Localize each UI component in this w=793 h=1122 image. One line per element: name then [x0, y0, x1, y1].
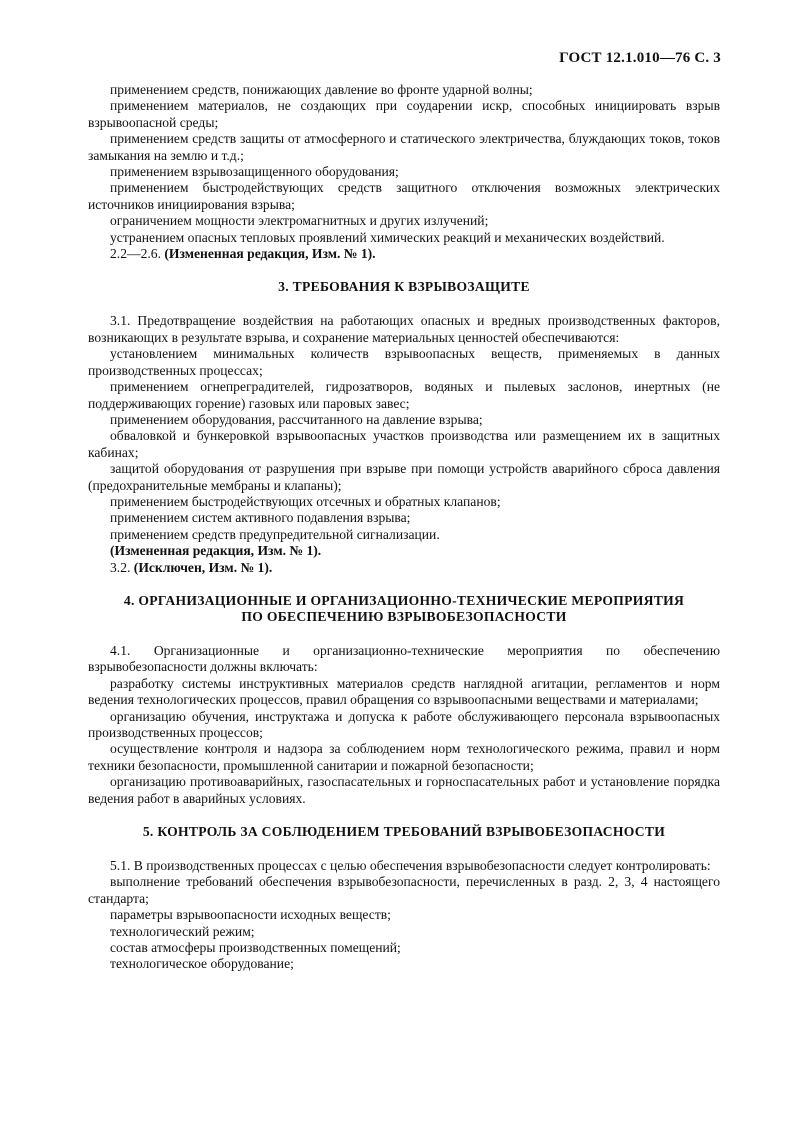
amendment-note: (Измененная редакция, Изм. № 1).: [110, 543, 322, 559]
list-item: выполнение требований обеспечения взрывобезопасности, перечисленных в разд. 2, 3, 4 настоящего стандарта;: [88, 874, 720, 906]
list-item: организацию противоаварийных, газоспасательных и горноспасательных работ и установление порядка ведения работ в аварийных условиях.: [88, 774, 720, 806]
section-5-heading-wrap: [88, 824, 720, 840]
list-item: ограничением мощности электромагнитных и других излучений;: [110, 213, 489, 229]
list-item: разработку системы инструктивных материалов средств наглядной агитации, регламентов и норм ведения технологических процессов, правил обращения со взрывоопасными веществами и материалами;: [88, 675, 720, 708]
list-item: осуществление контроля и надзора за соблюдением норм технологического режима, правил и норм техники безопасности, промышленной санитарии и пожарной безопасности;: [88, 741, 720, 773]
section-2-tail: [88, 82, 720, 262]
list-item: обваловкой и бункеровкой взрывоопасных участков производства или размещением их в защитных кабинах;: [88, 428, 720, 460]
page-content: [88, 82, 720, 973]
section-4-title-line2: ПО ОБЕСПЕЧЕНИЮ ВЗРЫВОБЕЗОПАСНОСТИ: [241, 608, 567, 624]
list-item: применением средств, понижающих давление во фронте ударной волны;: [110, 82, 533, 97]
page-header: ГОСТ 12.1.010—76 С. 3: [559, 50, 721, 66]
list-item: применением материалов, не создающих при соударении искр, способных инициировать взрыв взрывоопасной среды;: [88, 98, 720, 130]
excluded-ref: 3.2.: [110, 559, 131, 575]
list-item: применением средств защиты от атмосферного и статического электричества, блуждающих токов, токов замыкания на землю и т.д.;: [88, 131, 720, 163]
section-5-title: 5. КОНТРОЛЬ ЗА СОБЛЮДЕНИЕМ ТРЕБОВАНИЙ ВЗРЫВОБЕЗОПАСНОСТИ: [142, 824, 666, 840]
section-3-title: 3. ТРЕБОВАНИЯ К ВЗРЫВОЗАЩИТЕ: [278, 279, 530, 295]
list-item: параметры взрывоопасности исходных веществ;: [110, 907, 391, 923]
list-item: организацию обучения, инструктажа и допуска к работе обслуживающего персонала взрывоопасных производственных процессов;: [88, 708, 720, 740]
excluded-text: (Исключен, Изм. № 1).: [133, 559, 273, 575]
list-item: применением систем активного подавления взрыва;: [110, 510, 411, 526]
section-3-body: [88, 313, 720, 576]
list-item: применением быстродействующих отсечных и обратных клапанов;: [110, 493, 501, 509]
list-item: применением оборудования, рассчитанного на давление взрыва;: [110, 411, 483, 427]
section-5-body: [88, 858, 720, 973]
list-item: состав атмосферы производственных помещений;: [110, 940, 401, 956]
list-item: устранением опасных тепловых проявлений химических реакций и механических воздействий.: [110, 229, 665, 245]
amendment-text: (Измененная редакция, Изм. № 1).: [164, 246, 376, 262]
list-item: применением средств предупредительной сигнализации.: [110, 526, 440, 542]
list-item: применением взрывозащищенного оборудования;: [110, 164, 399, 180]
amendment-note: [88, 246, 720, 262]
list-item: применением быстродействующих средств защитного отключения возможных электрических источников инициирования взрыва;: [88, 180, 720, 212]
list-item: технологический режим;: [110, 923, 255, 939]
section-3-heading-wrap: [88, 279, 720, 295]
section-4-body: [88, 643, 720, 807]
excluded-note: [88, 560, 720, 576]
section-4-heading-wrap: [88, 593, 720, 625]
list-item: защитой оборудования от разрушения при взрыве при помощи устройств аварийного сброса давления (предохранительные мембраны и клапаны);: [88, 461, 720, 493]
amendment-ref: 2.2—2.6.: [110, 246, 161, 262]
list-item: применением огнепреградителей, гидрозатворов, водяных и пылевых заслонов, инертных (не поддерживающих горение) газовых или паровых завес;: [88, 379, 720, 411]
section-4-title-line1: 4. ОРГАНИЗАЦИОННЫЕ И ОРГАНИЗАЦИОННО-ТЕХНИЧЕСКИЕ МЕРОПРИЯТИЯ: [123, 592, 685, 608]
section-3-intro: 3.1. Предотвращение воздействия на работающих опасных и вредных производственных факторов, возникающих в результате взрыва, и сохранение материальных ценностей обеспечиваются:: [88, 313, 720, 345]
list-item: технологическое оборудование;: [110, 956, 294, 972]
list-item: установлением минимальных количеств взрывоопасных веществ, применяемых в данных производственных процессах;: [88, 346, 720, 378]
section-5-intro: 5.1. В производственных процессах с целью обеспечения взрывобезопасности следует контролировать:: [110, 858, 711, 874]
section-4-intro: 4.1. Организационные и организационно-технические мероприятия по обеспечению взрывобезопасности должны включать:: [88, 642, 720, 675]
